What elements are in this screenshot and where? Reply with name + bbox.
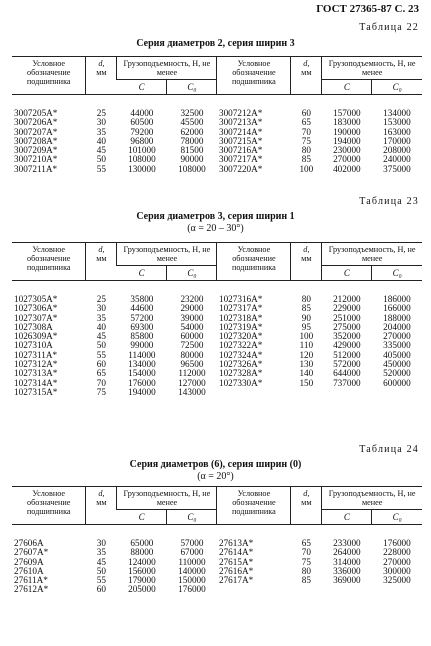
col-header-load: Грузоподъемность, Н, не менее [117,243,217,266]
table-row [12,165,422,174]
col-header-designation: Условное обозначение подшипника [217,243,291,281]
cell-designation: 3007206A* [14,117,58,128]
col-header-c0: C₀ [167,80,217,95]
table-23-caption-angle: (α = 20 – 30°) [187,223,244,234]
cell-designation: 27612A* [14,584,49,595]
cell-c: 60500 [130,117,154,128]
cell-c0: 134000 [383,108,411,118]
cell-c0: 23200 [180,294,204,304]
cell-designation: 1027330A* [218,377,263,388]
cell-c0: 300000 [383,565,411,576]
col-header-d-unit: мм [96,68,107,77]
col-header-c: C [322,510,372,525]
cell-c0: 176000 [383,538,411,548]
col-header-c: C [322,80,372,95]
cell-c: 352000 [333,331,361,342]
col-header-d [291,57,322,95]
cell-d: 30 [96,303,106,314]
col-header-d-unit: мм [301,68,312,77]
col-header-c: C [322,266,372,281]
col-header-load: Грузоподъемность, Н, не менее [322,243,422,266]
cell-d: 65 [301,538,311,548]
cell-designation: 1027320A* [218,331,263,342]
col-header-d-symbol: d, [98,59,105,68]
cell-d: 80 [301,145,311,156]
cell-designation: 27610A [14,565,44,576]
cell-d: 50 [96,340,106,351]
cell-c0: 60000 [180,331,204,342]
cell-designation: 1027314A* [14,377,58,388]
cell-designation: 3007208A* [14,135,58,146]
col-header-d [86,243,117,281]
cell-c0: 186000 [383,294,411,304]
table-23-number: Таблица 23 [359,196,419,207]
cell-d: 85 [301,303,311,314]
col-header-d-symbol: d, [98,489,105,498]
cell-c0: 29000 [180,303,204,314]
cell-c0: 520000 [383,368,411,379]
cell-designation: 1027317A* [218,303,263,314]
col-header-c: C [117,266,167,281]
cell-d: 70 [96,377,106,388]
cell-d: 110 [299,340,314,351]
cell-d: 90 [301,312,311,323]
col-header-load: Грузоподъемность, Н, не менее [322,57,422,80]
cell-c0: 270000 [383,331,411,342]
cell-designation: 27613A* [218,538,254,548]
cell-designation: 1027328A* [218,368,263,379]
col-header-c0: C₀ [372,80,422,95]
cell-c: 179000 [128,575,156,586]
cell-c0: 96500 [180,359,204,370]
cell-c0: 112000 [178,368,206,379]
cell-c0: 127000 [178,377,206,388]
cell-c0: 90000 [180,154,204,165]
cell-c: 101000 [128,145,156,156]
table-22-number: Таблица 22 [359,22,419,33]
cell-c: 233000 [333,538,361,548]
cell-c: 183000 [333,117,361,128]
col-header-c: C [117,80,167,95]
cell-designation: 3007216A* [218,145,263,156]
cell-c: 35800 [130,294,154,304]
table-23 [12,242,422,397]
cell-c: 96800 [130,135,154,146]
cell-d: 95 [301,321,311,332]
cell-designation: 3007220A* [218,163,263,174]
cell-c0: 405000 [383,349,411,360]
col-header-d-symbol: d, [303,59,310,68]
cell-c0: 108000 [178,163,206,174]
table-22-caption [0,38,431,50]
cell-c: 85800 [130,331,154,342]
cell-c0: 78000 [180,135,204,146]
cell-d: 55 [96,163,106,174]
cell-d: 75 [96,386,106,397]
cell-designation: 3007212A* [218,108,263,118]
cell-c0: 39000 [180,312,204,323]
col-header-designation: Условное обозначение подшипника [217,57,291,95]
cell-designation: 1027308A [14,321,53,332]
cell-designation [217,388,291,397]
cell-d: 65 [96,368,106,379]
cell-d: 130 [299,359,314,370]
cell-d: 80 [301,294,311,304]
col-header-d [291,243,322,281]
cell-c: 572000 [333,359,361,370]
cell-designation: 3007213A* [218,117,263,128]
col-header-load: Грузоподъемность, Н, не менее [322,487,422,510]
cell-d: 45 [96,145,106,156]
cell-c0: 54000 [180,321,204,332]
cell-designation: 27614A* [218,547,254,558]
cell-d: 150 [299,377,314,388]
cell-c: 402000 [333,163,361,174]
cell-designation: 27607A* [14,547,49,558]
cell-designation: 1027313A* [14,368,58,379]
col-header-d [291,487,322,525]
cell-d: 65 [301,117,311,128]
cell-c: 512000 [333,349,361,360]
cell-designation: 1027312A* [14,359,58,370]
cell-c: 230000 [333,145,361,156]
cell-d: 45 [96,556,106,567]
cell-designation: 1027326A* [218,359,263,370]
table-23-caption-title: Серия диаметров 3, серия ширин 1 [136,211,295,222]
cell-designation: 3007207A* [14,126,58,137]
cell-d: 70 [301,547,311,558]
cell-c0: 204000 [383,321,411,332]
cell-designation: 1027322A* [218,340,263,351]
cell-d: 30 [96,538,106,548]
cell-c0: 166000 [383,303,411,314]
cell-c: 251000 [333,312,361,323]
cell-designation: 1027319A* [218,321,263,332]
cell-c0: 143000 [178,386,206,397]
cell-c: 79200 [130,126,154,137]
cell-c [322,585,372,594]
cell-c [322,388,372,397]
cell-designation: 3007217A* [218,154,263,165]
col-header-c: C [117,510,167,525]
table-24-caption [0,459,431,483]
cell-c: 194000 [128,386,156,397]
table-24 [12,486,422,595]
table-23-caption [0,211,431,235]
table-row [12,379,422,388]
cell-d: 60 [96,359,106,370]
cell-c0: 45500 [180,117,204,128]
cell-c: 114000 [128,349,156,360]
cell-c0: 140000 [178,565,206,576]
cell-c: 229000 [333,303,361,314]
cell-designation: 1027311A* [14,349,58,360]
col-header-d-unit: мм [301,498,312,507]
cell-c0: 335000 [383,340,411,351]
col-header-d-unit: мм [301,254,312,263]
cell-c0: 228000 [383,547,411,558]
cell-c: 275000 [333,321,361,332]
cell-designation: 27617A* [218,575,254,586]
page-header: ГОСТ 27365-87 С. 23 [316,3,419,15]
cell-c: 134000 [128,359,156,370]
cell-c: 369000 [333,575,361,586]
cell-d: 45 [96,331,106,342]
cell-c0: 170000 [383,135,411,146]
col-header-designation: Условное обозначение подшипника [12,57,86,95]
cell-c: 336000 [333,565,361,576]
cell-d [291,388,322,397]
cell-designation: 3007209A* [14,145,58,156]
col-header-c0: C₀ [372,510,422,525]
cell-c: 194000 [333,135,361,146]
cell-c: 157000 [333,108,361,118]
cell-d: 75 [301,556,311,567]
cell-c0: 163000 [383,126,411,137]
cell-d: 60 [301,108,311,118]
cell-c0: 240000 [383,154,411,165]
cell-designation: 1027305A* [14,294,58,304]
cell-d: 40 [96,321,106,332]
cell-c: 644000 [333,368,361,379]
cell-c: 205000 [128,584,156,595]
cell-c: 44600 [130,303,154,314]
col-header-c0: C₀ [372,266,422,281]
table-22 [12,56,422,174]
col-header-designation: Условное обозначение подшипника [217,487,291,525]
cell-c0: 600000 [383,377,411,388]
cell-c0: 62000 [180,126,204,137]
cell-c0: 72500 [180,340,204,351]
cell-d: 55 [96,575,106,586]
col-header-d-symbol: d, [303,245,310,254]
cell-c: 176000 [128,377,156,388]
cell-d: 75 [301,135,311,146]
cell-c0: 375000 [383,163,411,174]
col-header-designation: Условное обозначение подшипника [12,243,86,281]
cell-designation: 27615A* [218,556,254,567]
cell-c: 154000 [128,368,156,379]
cell-c0: 270000 [383,556,411,567]
table-24-number: Таблица 24 [359,444,419,455]
cell-d: 120 [299,349,314,360]
cell-c0: 110000 [178,556,206,567]
col-header-c0: C₀ [167,510,217,525]
cell-c: 88000 [130,547,154,558]
cell-c0: 150000 [178,575,206,586]
cell-c: 156000 [128,565,156,576]
cell-designation: 3007214A* [218,126,263,137]
cell-d: 100 [299,163,314,174]
cell-c: 108000 [128,154,156,165]
col-header-d-symbol: d, [98,245,105,254]
cell-c0: 188000 [383,312,411,323]
cell-c: 69300 [130,321,154,332]
cell-c: 264000 [333,547,361,558]
cell-c0: 81500 [180,145,204,156]
cell-d: 70 [301,126,311,137]
col-header-load: Грузоподъемность, Н, не менее [117,487,217,510]
cell-designation: 27611A* [14,575,48,586]
cell-designation: 1027316A* [218,294,263,304]
cell-c0: 450000 [383,359,411,370]
cell-designation: 3007210A* [14,154,58,165]
cell-c: 44000 [130,108,154,118]
cell-designation: 1027318A* [218,312,263,323]
cell-designation: 27616A* [218,565,254,576]
cell-c0: 325000 [383,575,411,586]
cell-c: 124000 [128,556,156,567]
cell-d: 40 [96,135,106,146]
cell-c: 99000 [130,340,154,351]
cell-designation: 1027315A* [14,386,58,397]
cell-d: 80 [301,565,311,576]
cell-designation: 1027307A* [14,312,58,323]
cell-c0: 67000 [180,547,204,558]
cell-c: 57200 [130,312,154,323]
cell-c0 [372,585,422,594]
cell-d: 85 [301,154,311,165]
cell-d: 35 [96,312,106,323]
cell-c0: 208000 [383,145,411,156]
cell-c0: 176000 [178,584,206,595]
cell-c0: 153000 [383,117,411,128]
col-header-d [86,487,117,525]
col-header-d [86,57,117,95]
cell-designation: 3007215A* [218,135,263,146]
cell-d: 25 [96,108,106,118]
table-24-caption-title: Серия диаметров (6), серия ширин (0) [129,459,302,470]
cell-d: 35 [96,547,106,558]
cell-c: 190000 [333,126,361,137]
col-header-d-unit: мм [96,498,107,507]
table-row [12,585,422,594]
cell-c0: 57000 [180,538,204,548]
cell-c: 130000 [128,163,156,174]
cell-c: 270000 [333,154,361,165]
cell-c0: 32500 [180,108,204,118]
cell-designation: 1026309A* [14,331,58,342]
cell-c: 429000 [333,340,361,351]
table-24-caption-angle: (α = 20°) [197,471,234,482]
cell-designation: 1027306A* [14,303,58,314]
col-header-designation: Условное обозначение подшипника [12,487,86,525]
table-22-caption-title: Серия диаметров 2, серия ширин 3 [136,38,295,49]
cell-d: 35 [96,126,106,137]
cell-d: 30 [96,117,106,128]
cell-c: 212000 [333,294,361,304]
col-header-load: Грузоподъемность, Н, не менее [117,57,217,80]
cell-c: 737000 [333,377,361,388]
cell-designation [217,585,291,594]
cell-designation: 27606A [14,538,44,548]
cell-d: 60 [96,584,106,595]
cell-d: 140 [299,368,314,379]
cell-designation: 1027324A* [218,349,263,360]
cell-c0 [372,388,422,397]
table-row [12,388,422,397]
cell-designation: 3007211A* [14,163,58,174]
cell-c: 65000 [130,538,154,548]
col-header-d-unit: мм [96,254,107,263]
table-row [12,576,422,585]
cell-d: 25 [96,294,106,304]
cell-designation: 27609A [14,556,44,567]
cell-d: 50 [96,565,106,576]
cell-d: 50 [96,154,106,165]
cell-d: 100 [299,331,314,342]
cell-c: 314000 [333,556,361,567]
cell-designation: 3007205A* [14,108,58,118]
col-header-d-symbol: d, [303,489,310,498]
cell-d [291,585,322,594]
cell-designation: 1027310A [14,340,53,351]
cell-d: 55 [96,349,106,360]
col-header-c0: C₀ [167,266,217,281]
cell-c0: 80000 [180,349,204,360]
cell-d: 85 [301,575,311,586]
